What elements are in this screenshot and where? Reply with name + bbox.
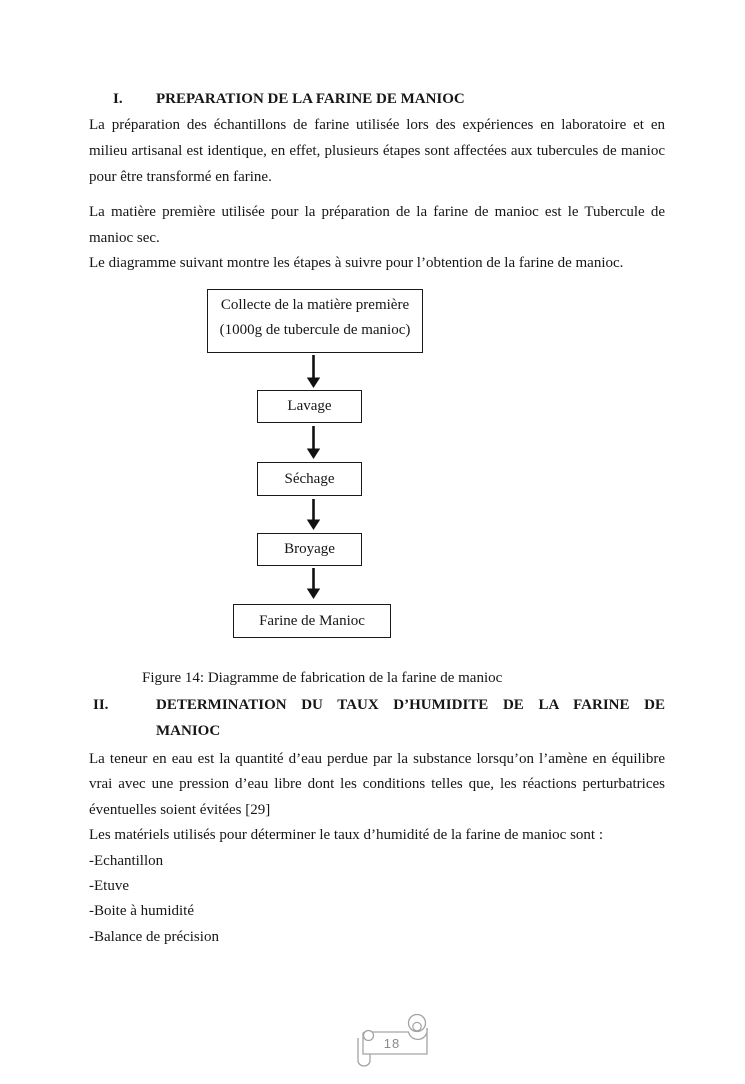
- flow-step-label: (1000g de tubercule de manioc): [219, 322, 411, 338]
- text-line: Le diagramme suivant montre les étapes à suivre pour l’obtention de la farine de manioc.: [89, 255, 624, 271]
- list-item: -Boite à humidité: [89, 903, 194, 920]
- flow-arrow-down-icon: [306, 499, 321, 530]
- paragraph-matiere-premiere: [89, 200, 665, 251]
- text-line: éventuelles soient évitées [29]: [89, 801, 271, 818]
- flow-step-broyage: [257, 533, 362, 566]
- text-line: milieu artisanal est identique, en effet, plusieurs étapes sont affectées aux tubercules de manioc: [89, 143, 665, 159]
- flow-arrow-down-icon: [306, 355, 321, 388]
- section-number: I.: [113, 91, 123, 107]
- flow-step-label: Séchage: [284, 470, 335, 487]
- text-line: La préparation des échantillons de farine utilisée lors des expériences en laboratoire et en: [89, 117, 665, 133]
- flow-step-farine: [233, 604, 391, 638]
- section-title-line: MANIOC: [156, 723, 221, 739]
- flow-step-lavage: [257, 390, 362, 423]
- section-heading-1: [113, 86, 465, 112]
- paragraph-teneur-eau: [89, 747, 665, 950]
- flow-step-label: Broyage: [284, 541, 335, 557]
- text-line: manioc sec.: [89, 229, 160, 246]
- flow-step-label: Collecte de la matière première: [220, 297, 410, 313]
- flow-arrow-down-icon: [306, 426, 321, 459]
- section-title: PREPARATION DE LA FARINE DE MANIOC: [156, 91, 465, 107]
- text-line: La teneur en eau est la quantité d’eau perdue par la substance lorsqu’on l’amène en équilibre: [89, 751, 665, 767]
- text-line: pour être transformé en farine.: [89, 169, 272, 185]
- paragraph-intro: [89, 112, 665, 190]
- page-number: 18: [383, 1035, 401, 1051]
- figure-caption: Figure 14: Diagramme de fabrication de la farine de manioc: [142, 670, 503, 686]
- flow-step-sechage: [257, 462, 362, 496]
- page-number-scroll: [353, 1012, 429, 1070]
- flow-step-collecte: [207, 289, 423, 353]
- section-title: [156, 692, 665, 744]
- text-line: La matière première utilisée pour la préparation de la farine de manioc est le Tubercule de: [89, 204, 665, 220]
- paragraph-diagramme: [89, 250, 665, 276]
- list-item: -Balance de précision: [89, 928, 219, 945]
- section-number: II.: [93, 697, 109, 713]
- section-title-line: DETERMINATION DU TAUX D’HUMIDITE DE LA FARINE DE: [156, 697, 665, 713]
- flow-step-label: Lavage: [287, 398, 332, 414]
- flow-arrow-down-icon: [306, 568, 321, 599]
- flow-step-label: Farine de Manioc: [259, 612, 365, 629]
- list-item: -Etuve: [89, 878, 129, 895]
- text-line: Les matériels utilisés pour déterminer le taux d’humidité de la farine de manioc sont :: [89, 827, 604, 844]
- section-heading-2: [93, 692, 665, 744]
- list-item: -Echantillon: [89, 852, 164, 869]
- text-line: vrai avec une pression d’eau libre dont les conditions telles que, les réactions perturbatrices: [89, 776, 665, 793]
